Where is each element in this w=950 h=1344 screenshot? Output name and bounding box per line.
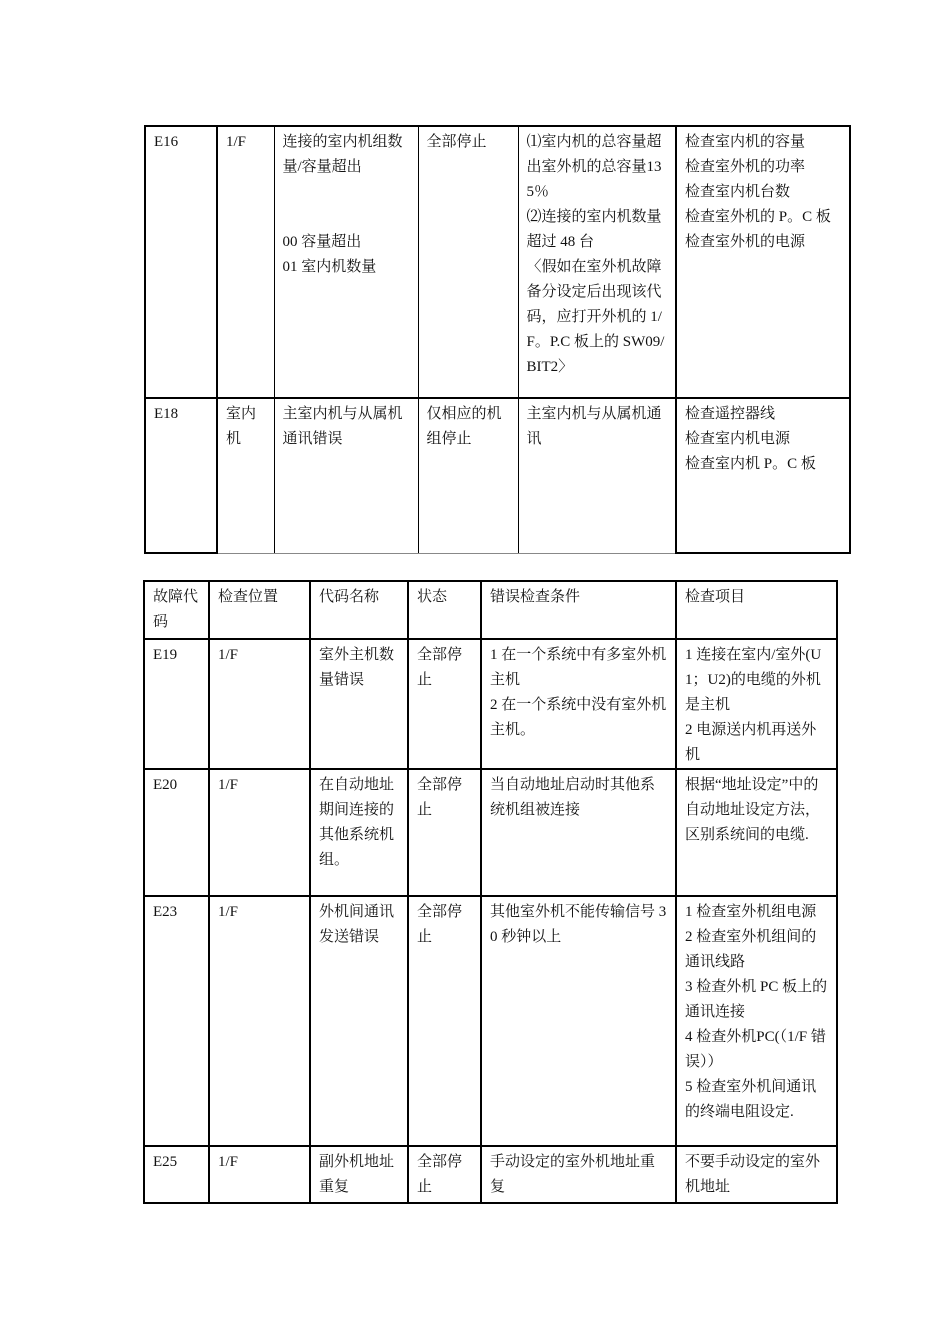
fault-code-table-continued xyxy=(144,125,851,554)
header-status: 状态 xyxy=(408,581,481,639)
fault-code-cell: E25 xyxy=(144,1146,209,1203)
fault-code-cell: E23 xyxy=(144,896,209,1146)
check-items-cell: 检查遥控器线 检查室内机电源 检查室内机 P。C 板 xyxy=(676,398,850,553)
table-row xyxy=(144,896,837,1146)
table-row xyxy=(145,398,850,553)
code-name-cell: 在自动地址期间连接的其他系统机组。 xyxy=(310,769,408,896)
table-row xyxy=(144,1146,837,1203)
check-items-cell: 1 检查室外机组电源 2 检查室外机组间的通讯线路 3 检查外机 PC 板上的通讯连接 4 检查外机PC(（1/F 错误）） 5 检查室外机间通讯的终端电阻设定. xyxy=(676,896,837,1146)
code-name-cell: 连接的室内机组数量/容量超出 00 容量超出 01 室内机数量 xyxy=(274,126,418,398)
header-error-condition: 错误检查条件 xyxy=(481,581,676,639)
code-name-cell: 副外机地址重复 xyxy=(310,1146,408,1203)
fault-code-table xyxy=(143,580,838,1204)
header-check-items: 检查项目 xyxy=(676,581,837,639)
error-condition-cell: 当自动地址启动时其他系统机组被连接 xyxy=(481,769,676,896)
status-cell: 仅相应的机组停止 xyxy=(418,398,518,553)
error-condition-cell: 1 在一个系统中有多室外机主机 2 在一个系统中没有室外机主机。 xyxy=(481,639,676,769)
header-fault-code: 故障代码 xyxy=(144,581,209,639)
table-header-row xyxy=(144,581,837,639)
fault-code-cell: E20 xyxy=(144,769,209,896)
check-items-cell: 检查室内机的容量 检查室外机的功率 检查室内机台数 检查室外机的 P。C 板 检查室外机的电源 xyxy=(676,126,850,398)
check-items-cell: 1 连接在室内/室外(U1；U2)的电缆的外机是主机 2 电源送内机再送外机 xyxy=(676,639,837,769)
header-code-name: 代码名称 xyxy=(310,581,408,639)
error-condition-cell: 其他室外机不能传输信号 30 秒钟以上 xyxy=(481,896,676,1146)
error-condition-cell: 手动设定的室外机地址重复 xyxy=(481,1146,676,1203)
check-location-cell: 1/F xyxy=(209,769,310,896)
status-cell: 全部停止 xyxy=(408,896,481,1146)
check-location-cell: 室内机 xyxy=(217,398,274,553)
fault-code-cell: E16 xyxy=(145,126,217,398)
header-check-location: 检查位置 xyxy=(209,581,310,639)
fault-code-cell: E19 xyxy=(144,639,209,769)
status-cell: 全部停止 xyxy=(408,1146,481,1203)
error-condition-cell: ⑴室内机的总容量超出室外机的总容量135％ ⑵连接的室内机数量超过 48 台 〈假如在室外机故障备分设定后出现该代码，应打开外机的 1/F。P.C 板上的 SW09/BIT2〉 xyxy=(518,126,676,398)
check-items-cell: 不要手动设定的室外机地址 xyxy=(676,1146,837,1203)
status-cell: 全部停止 xyxy=(408,639,481,769)
status-cell: 全部停止 xyxy=(408,769,481,896)
check-location-cell: 1/F xyxy=(209,639,310,769)
check-items-cell: 根据“地址设定”中的自动地址设定方法，区别系统间的电缆. xyxy=(676,769,837,896)
check-location-cell: 1/F xyxy=(209,1146,310,1203)
check-location-cell: 1/F xyxy=(217,126,274,398)
table-row xyxy=(144,769,837,896)
table-row xyxy=(144,639,837,769)
fault-code-cell: E18 xyxy=(145,398,217,553)
check-location-cell: 1/F xyxy=(209,896,310,1146)
status-cell: 全部停止 xyxy=(418,126,518,398)
code-name-cell: 主室内机与从属机通讯错误 xyxy=(274,398,418,553)
table-row xyxy=(145,126,850,398)
error-condition-cell: 主室内机与从属机通讯 xyxy=(518,398,676,553)
code-name-cell: 室外主机数量错误 xyxy=(310,639,408,769)
code-name-cell: 外机间通讯发送错误 xyxy=(310,896,408,1146)
